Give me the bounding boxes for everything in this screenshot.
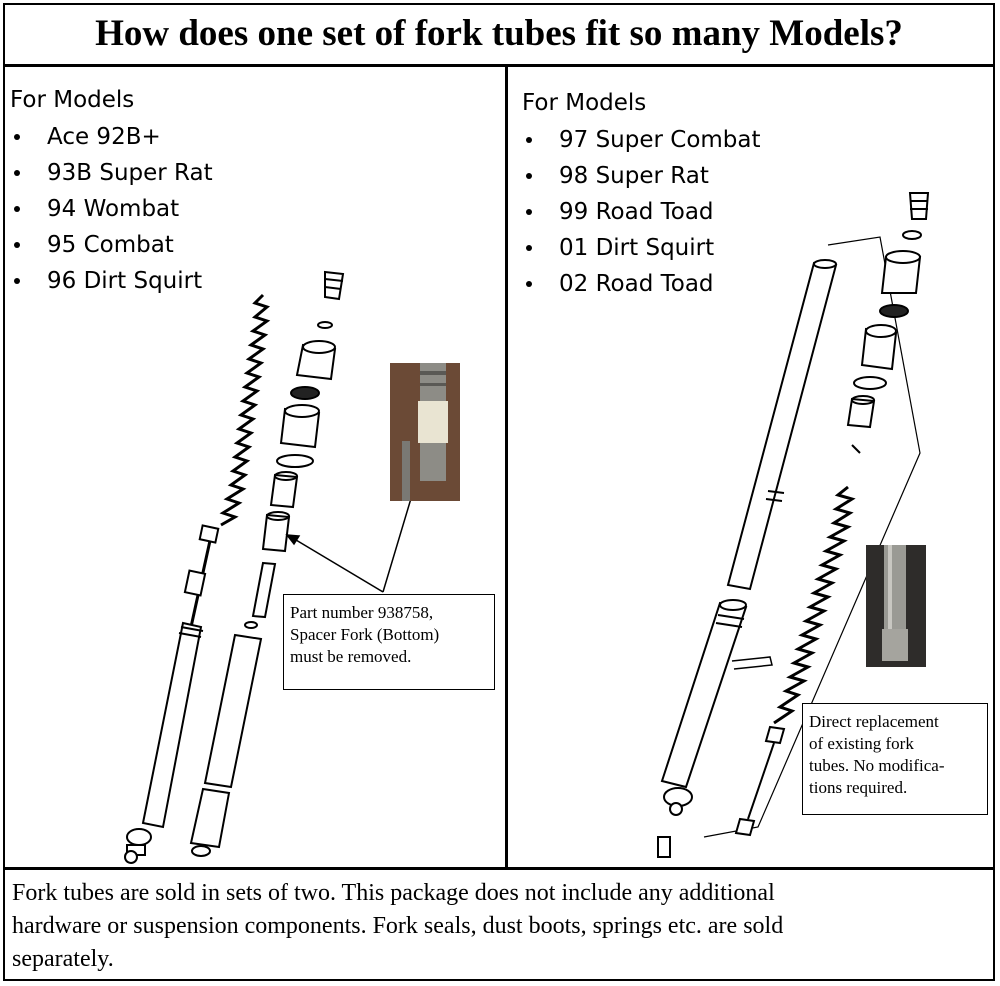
list-item: 96 Dirt Squirt [9,263,213,299]
callout-line: tions required. [809,778,908,797]
direct-replacement-callout [802,703,988,815]
fork-tube-photo-image [866,545,926,667]
fork-tube-photo [866,545,926,667]
spring-left [221,295,267,525]
callout-line: Direct replacement [809,712,939,731]
right-panel [508,67,994,867]
list-item: 95 Combat [9,227,213,263]
list-item: 97 Super Combat [521,122,761,158]
spacer-removal-callout [283,594,495,690]
footer-line: Fork tubes are sold in sets of two. This package does not include any additional [12,880,775,906]
document-frame [3,3,995,981]
callout-line: Part number 938758, [290,603,434,622]
footer-line: hardware or suspension components. Fork seals, dust boots, springs etc. are sold [12,913,784,939]
list-item: 99 Road Toad [521,194,761,230]
footer-note [5,867,993,979]
right-models-heading: For Models [522,90,647,116]
list-item: Ace 92B+ [9,119,213,155]
list-item: 93B Super Rat [9,155,213,191]
list-item: 02 Road Toad [521,266,761,302]
list-item: 94 Wombat [9,191,213,227]
spacer-photo [390,363,460,501]
left-models-heading: For Models [10,87,135,113]
spacer-photo-image [390,363,460,501]
page-title: How does one set of fork tubes fit so many Models? [5,5,993,67]
callout-line: Spacer Fork (Bottom) [290,625,440,644]
list-item: 01 Dirt Squirt [521,230,761,266]
callout-line: must be removed. [290,647,412,666]
left-panel [5,67,508,867]
callout-line: tubes. No modifica- [809,756,945,775]
list-item: 98 Super Rat [521,158,761,194]
callout-line: of existing fork [809,734,914,753]
footer-line: separately. [12,946,114,972]
